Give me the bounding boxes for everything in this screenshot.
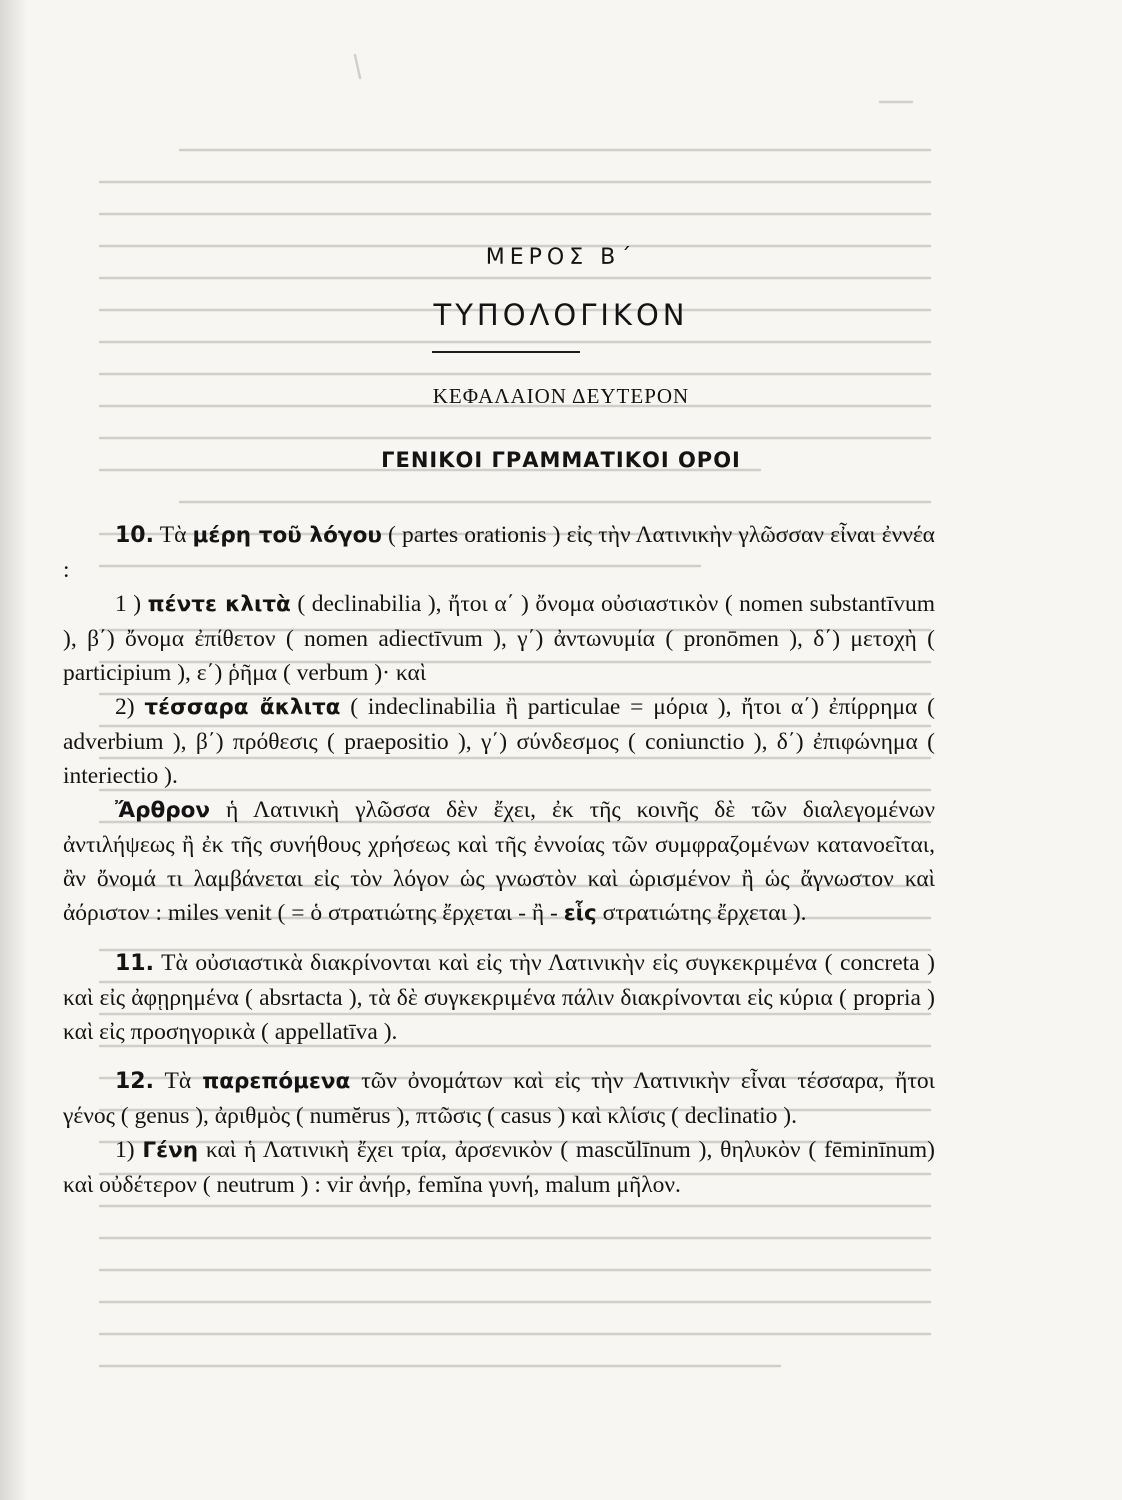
term-bold: τέσσαρα ἄκλιτα: [144, 695, 341, 720]
paragraph-number: 10.: [115, 523, 154, 548]
subject-title: ΓΕΝΙΚΟΙ ΓΡΑΜΜΑΤΙΚΟΙ ΟΡΟΙ: [381, 448, 741, 472]
paragraph-10-1: [63, 587, 935, 690]
text-run: ( partes orationis ) εἰς τὴν Λατινικὴν γλῶσσαν εἶναι ἐννέα :: [63, 522, 935, 583]
term-bold: εἷς: [563, 901, 597, 926]
text-run: Τὰ: [153, 522, 193, 548]
section-title: ΤΥΠΟΛΟΓΙΚΟΝ: [433, 298, 689, 332]
text-run: στρατιώτης ἔρχεται ).: [596, 900, 807, 926]
paragraph-arthron: [63, 793, 935, 931]
text-run: ( declinabilia ), ἤτοι α΄ ) ὄνομα οὐσιαστικὸν ( nomen substantīvum ), β΄) ὄνομα ἐπίθετον ( nomen adiectīvum ), γ΄) ἀντωνυμία ( pronōmen ), δ΄) μετοχὴ ( participium ), ε΄) ῥῆμα ( verbum )· καὶ: [63, 591, 935, 686]
text-run: ἡ Λατινικὴ γλῶσσα δὲν ἔχει, ἐκ τῆς κοινῆς δὲ τῶν διαλεγομένων ἀντιλήψεως ἢ ἐκ τῆς συνήθους χρήσεως καὶ τῆς ἐννοίας τῶν συμφραζομένων κατανοεῖται, ἂν ὄνομά τι λαμβάνεται εἰς τὸν λόγον ὡς γνωστὸν καὶ ὡρισμένον ἢ ὡς ἄγνωστον καὶ ἀόριστον : miles venit ( = ὁ στρατιώτης ἔρχεται - ἢ -: [63, 797, 935, 926]
body-text: [63, 518, 935, 1202]
term-bold: μέρη τοῦ λόγου: [192, 523, 382, 548]
title-rule: [432, 351, 580, 353]
text-run: ( indeclinabilia ἢ particulae = μόρια ), ἤτοι α΄) ἐπίρρημα ( adverbium ), β΄) πρόθεσις ( praepositio ), γ΄) σύνδεσμος ( coniunctio ), δ΄) ἐπιφώνημα ( interiectio ).: [63, 694, 935, 789]
text-run: Τὰ οὐσιαστικὰ διακρίνονται καὶ εἰς τὴν Λατινικὴν εἰς συγκεκριμένα ( concreta ) καὶ εἰς ἀφῃρημένα ( absrtacta ), τὰ δὲ συγκεκριμένα πάλιν διακρίνονται εἰς κύρια ( propria ) καὶ εἰς προσηγορικὰ ( appellatīva ).: [63, 950, 935, 1045]
text-run: 2): [115, 694, 145, 720]
chapter-title: ΚΕΦΑΛΑΙΟΝ ΔΕΥΤΕΡΟΝ: [432, 384, 690, 408]
paragraph-gap: [63, 1049, 935, 1064]
term-bold: Γένη: [142, 1138, 199, 1163]
paragraph-10-2: [63, 690, 935, 793]
paragraph-10: [63, 518, 935, 587]
paragraph-12-1: [63, 1133, 935, 1202]
text-run: καὶ ἡ Λατινικὴ ἔχει τρία, ἀρσενικὸν ( mascŭlīnum ), θηλυκὸν ( fēminīnum) καὶ οὐδέτερον ( neutrum ) : vir ἀνήρ, femĭna γυνή, malum μῆλον.: [63, 1137, 935, 1198]
paragraph-11: [63, 946, 935, 1049]
term-bold: πέντε κλιτὰ: [147, 592, 291, 617]
text-run: Τὰ: [153, 1068, 203, 1094]
paragraph-number: 12.: [115, 1069, 154, 1094]
text-run: τῶν ὀνομάτων καὶ εἰς τὴν Λατινικὴν εἶναι τέσσαρα, ἤτοι γένος ( genus ), ἀριθμὸς ( numĕrus ), πτῶσις ( casus ) καὶ κλίσις ( declinatio ).: [63, 1068, 935, 1129]
paragraph-number: 11.: [115, 951, 154, 976]
paragraph-12: [63, 1064, 935, 1133]
text-run: 1 ): [115, 591, 148, 617]
term-bold: Ἄρθρον: [115, 798, 211, 823]
term-bold: παρεπόμενα: [202, 1069, 351, 1094]
paragraph-gap: [63, 931, 935, 946]
text-run: 1): [115, 1137, 143, 1163]
part-title: ΜΕΡΟΣ Β΄: [485, 245, 637, 270]
